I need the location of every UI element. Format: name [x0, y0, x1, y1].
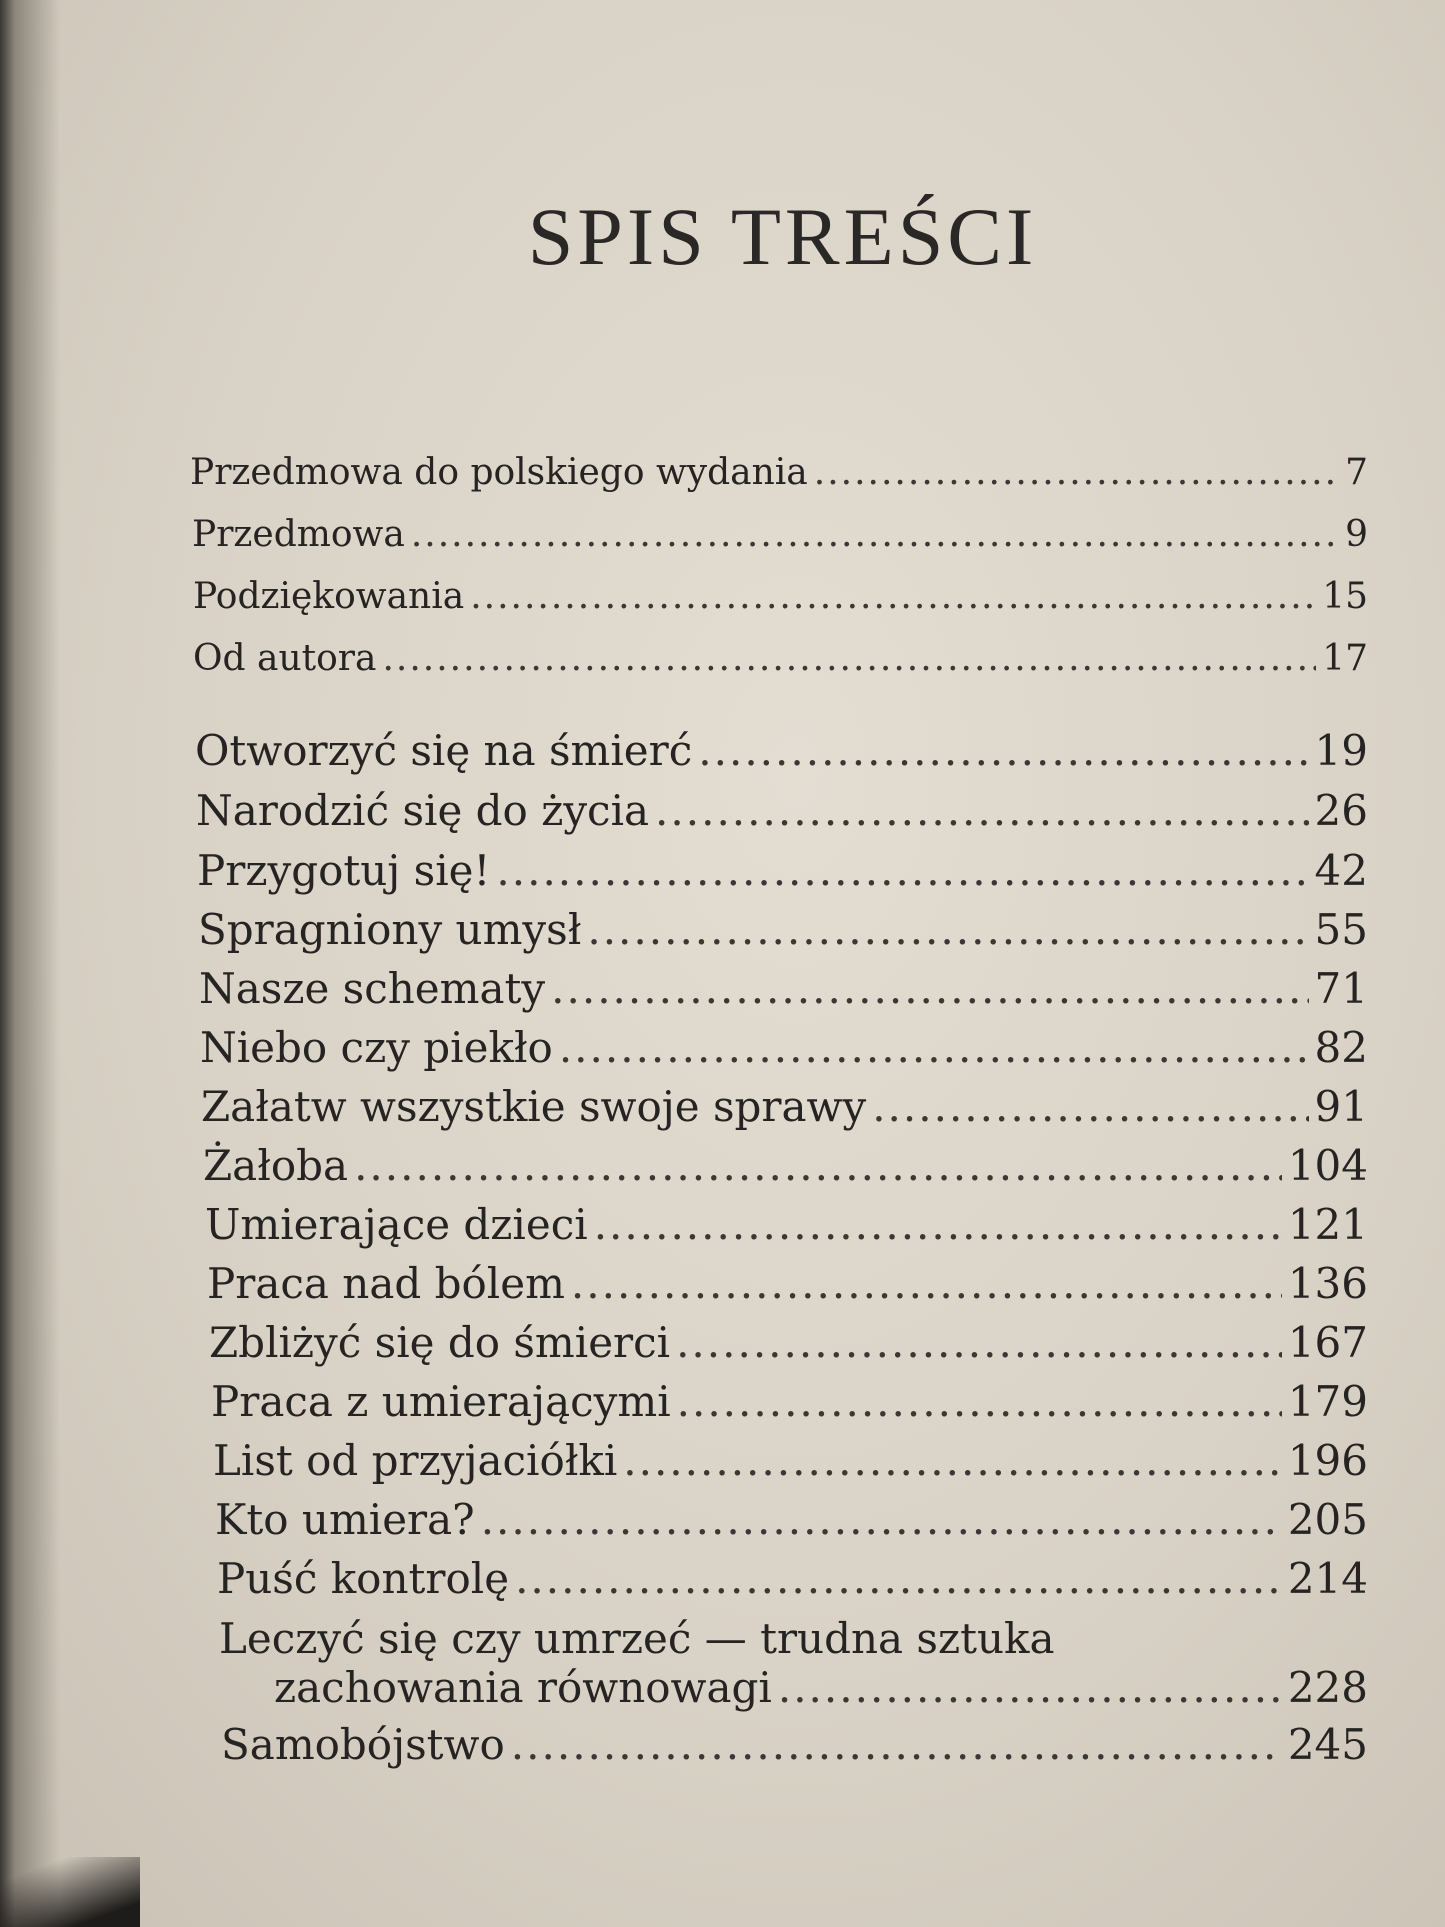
- toc-entry: [197, 846, 1368, 895]
- toc-entry-page: 214: [1287, 1554, 1368, 1603]
- toc-entry-label: Spragniony umysł: [198, 905, 582, 954]
- toc-entry: [199, 964, 1368, 1013]
- toc-entry-label: Załatw wszystkie swoje sprawy: [201, 1082, 867, 1131]
- toc-entry-label: Przedmowa: [192, 514, 405, 555]
- toc-entry: [192, 514, 1368, 555]
- toc-entry: [201, 1082, 1368, 1131]
- toc-entry-page: 179: [1287, 1377, 1368, 1426]
- dot-leader: [354, 1141, 1282, 1190]
- dot-leader: [587, 905, 1308, 954]
- toc-entry: [217, 1554, 1368, 1603]
- toc-entry-page: 9: [1345, 514, 1368, 555]
- toc-entry: [190, 452, 1368, 493]
- toc-entry-page: 82: [1314, 1023, 1368, 1072]
- toc-entry: [205, 1200, 1368, 1249]
- toc-entry: [193, 638, 1368, 679]
- toc-entry-page: 7: [1345, 452, 1368, 493]
- toc-entry-label: Otworzyć się na śmierć: [195, 726, 693, 775]
- dot-leader: [676, 1318, 1282, 1367]
- toc-entry: [193, 576, 1368, 617]
- toc-entry-label: Od autora: [193, 638, 377, 679]
- toc-entry-label: Żałoba: [203, 1141, 349, 1190]
- dot-leader: [655, 786, 1309, 835]
- toc-entry-page: 15: [1322, 576, 1368, 617]
- dot-leader: [411, 514, 1339, 555]
- toc-entry-label: Praca nad bólem: [207, 1259, 565, 1308]
- toc-entry: [215, 1495, 1368, 1544]
- dot-leader: [551, 964, 1308, 1013]
- toc-entry-label: Umierające dzieci: [205, 1200, 588, 1249]
- toc-entry-label: Przygotuj się!: [197, 846, 491, 895]
- toc-entry-label: Nasze schematy: [199, 964, 546, 1013]
- dot-leader: [872, 1082, 1308, 1131]
- toc-entry-label: Samobójstwo: [221, 1720, 505, 1769]
- toc-entry: [221, 1720, 1368, 1769]
- toc-entry-label: Puść kontrolę: [217, 1554, 510, 1603]
- toc-entry-page: 26: [1314, 786, 1368, 835]
- toc-entry: [196, 786, 1368, 835]
- toc-entry: [195, 726, 1368, 775]
- dot-leader: [571, 1259, 1282, 1308]
- toc-entry-page: 71: [1314, 964, 1368, 1013]
- toc-entry-page: 196: [1287, 1436, 1368, 1485]
- dot-leader: [559, 1023, 1309, 1072]
- toc-entry-label: List od przyjaciółki: [213, 1436, 618, 1485]
- toc-entry-label: Praca z umierającymi: [211, 1377, 671, 1426]
- toc-entry: [198, 905, 1368, 954]
- dot-leader: [511, 1720, 1282, 1769]
- toc-entry-multiline: [219, 1614, 1368, 1712]
- dot-leader: [382, 638, 1316, 679]
- dot-leader: [778, 1663, 1282, 1712]
- dot-leader: [481, 1495, 1282, 1544]
- dot-leader: [698, 726, 1308, 775]
- dot-leader: [470, 576, 1316, 617]
- toc-entry-page: 91: [1314, 1082, 1368, 1131]
- dot-leader: [623, 1436, 1282, 1485]
- toc-entry: [209, 1318, 1368, 1367]
- toc-entry: [203, 1141, 1368, 1190]
- toc-entry-page: 136: [1287, 1259, 1368, 1308]
- toc-entry-page: 228: [1287, 1663, 1368, 1712]
- dot-leader: [594, 1200, 1282, 1249]
- page-title: SPIS TREŚCI: [527, 191, 1038, 282]
- toc-entry-page: 17: [1322, 638, 1368, 679]
- dot-leader: [814, 452, 1339, 493]
- dot-leader: [496, 846, 1308, 895]
- toc-entry-label: Zbliżyć się do śmierci: [209, 1318, 671, 1367]
- toc-entry-page: 104: [1287, 1141, 1368, 1190]
- toc-entry-page: 167: [1287, 1318, 1368, 1367]
- toc-entry-label: Kto umiera?: [215, 1495, 475, 1544]
- toc-entry-label: Przedmowa do polskiego wydania: [190, 452, 808, 493]
- toc-entry-label: Narodzić się do życia: [196, 786, 650, 835]
- toc-entry: [200, 1023, 1368, 1072]
- toc-entry: [213, 1436, 1368, 1485]
- toc-entry: [207, 1259, 1368, 1308]
- toc-entry-page: 55: [1314, 905, 1368, 954]
- dot-leader: [677, 1377, 1282, 1426]
- toc-entry-page: 205: [1287, 1495, 1368, 1544]
- toc-entry-page: 42: [1314, 846, 1368, 895]
- dot-leader: [515, 1554, 1282, 1603]
- toc-entry-page: 245: [1287, 1720, 1368, 1769]
- toc-entry-continuation: [274, 1663, 1368, 1712]
- toc-entry-label: Podziękowania: [193, 576, 465, 617]
- toc-entry-page: 121: [1287, 1200, 1368, 1249]
- toc-entry-label-line1: Leczyć się czy umrzeć — trudna sztuka: [219, 1614, 1055, 1663]
- toc-entry: [211, 1377, 1368, 1426]
- toc-entry-page: 19: [1314, 726, 1368, 775]
- toc-entry-label-line2: zachowania równowagi: [274, 1663, 772, 1712]
- toc-entry-label: Niebo czy piekło: [200, 1023, 553, 1072]
